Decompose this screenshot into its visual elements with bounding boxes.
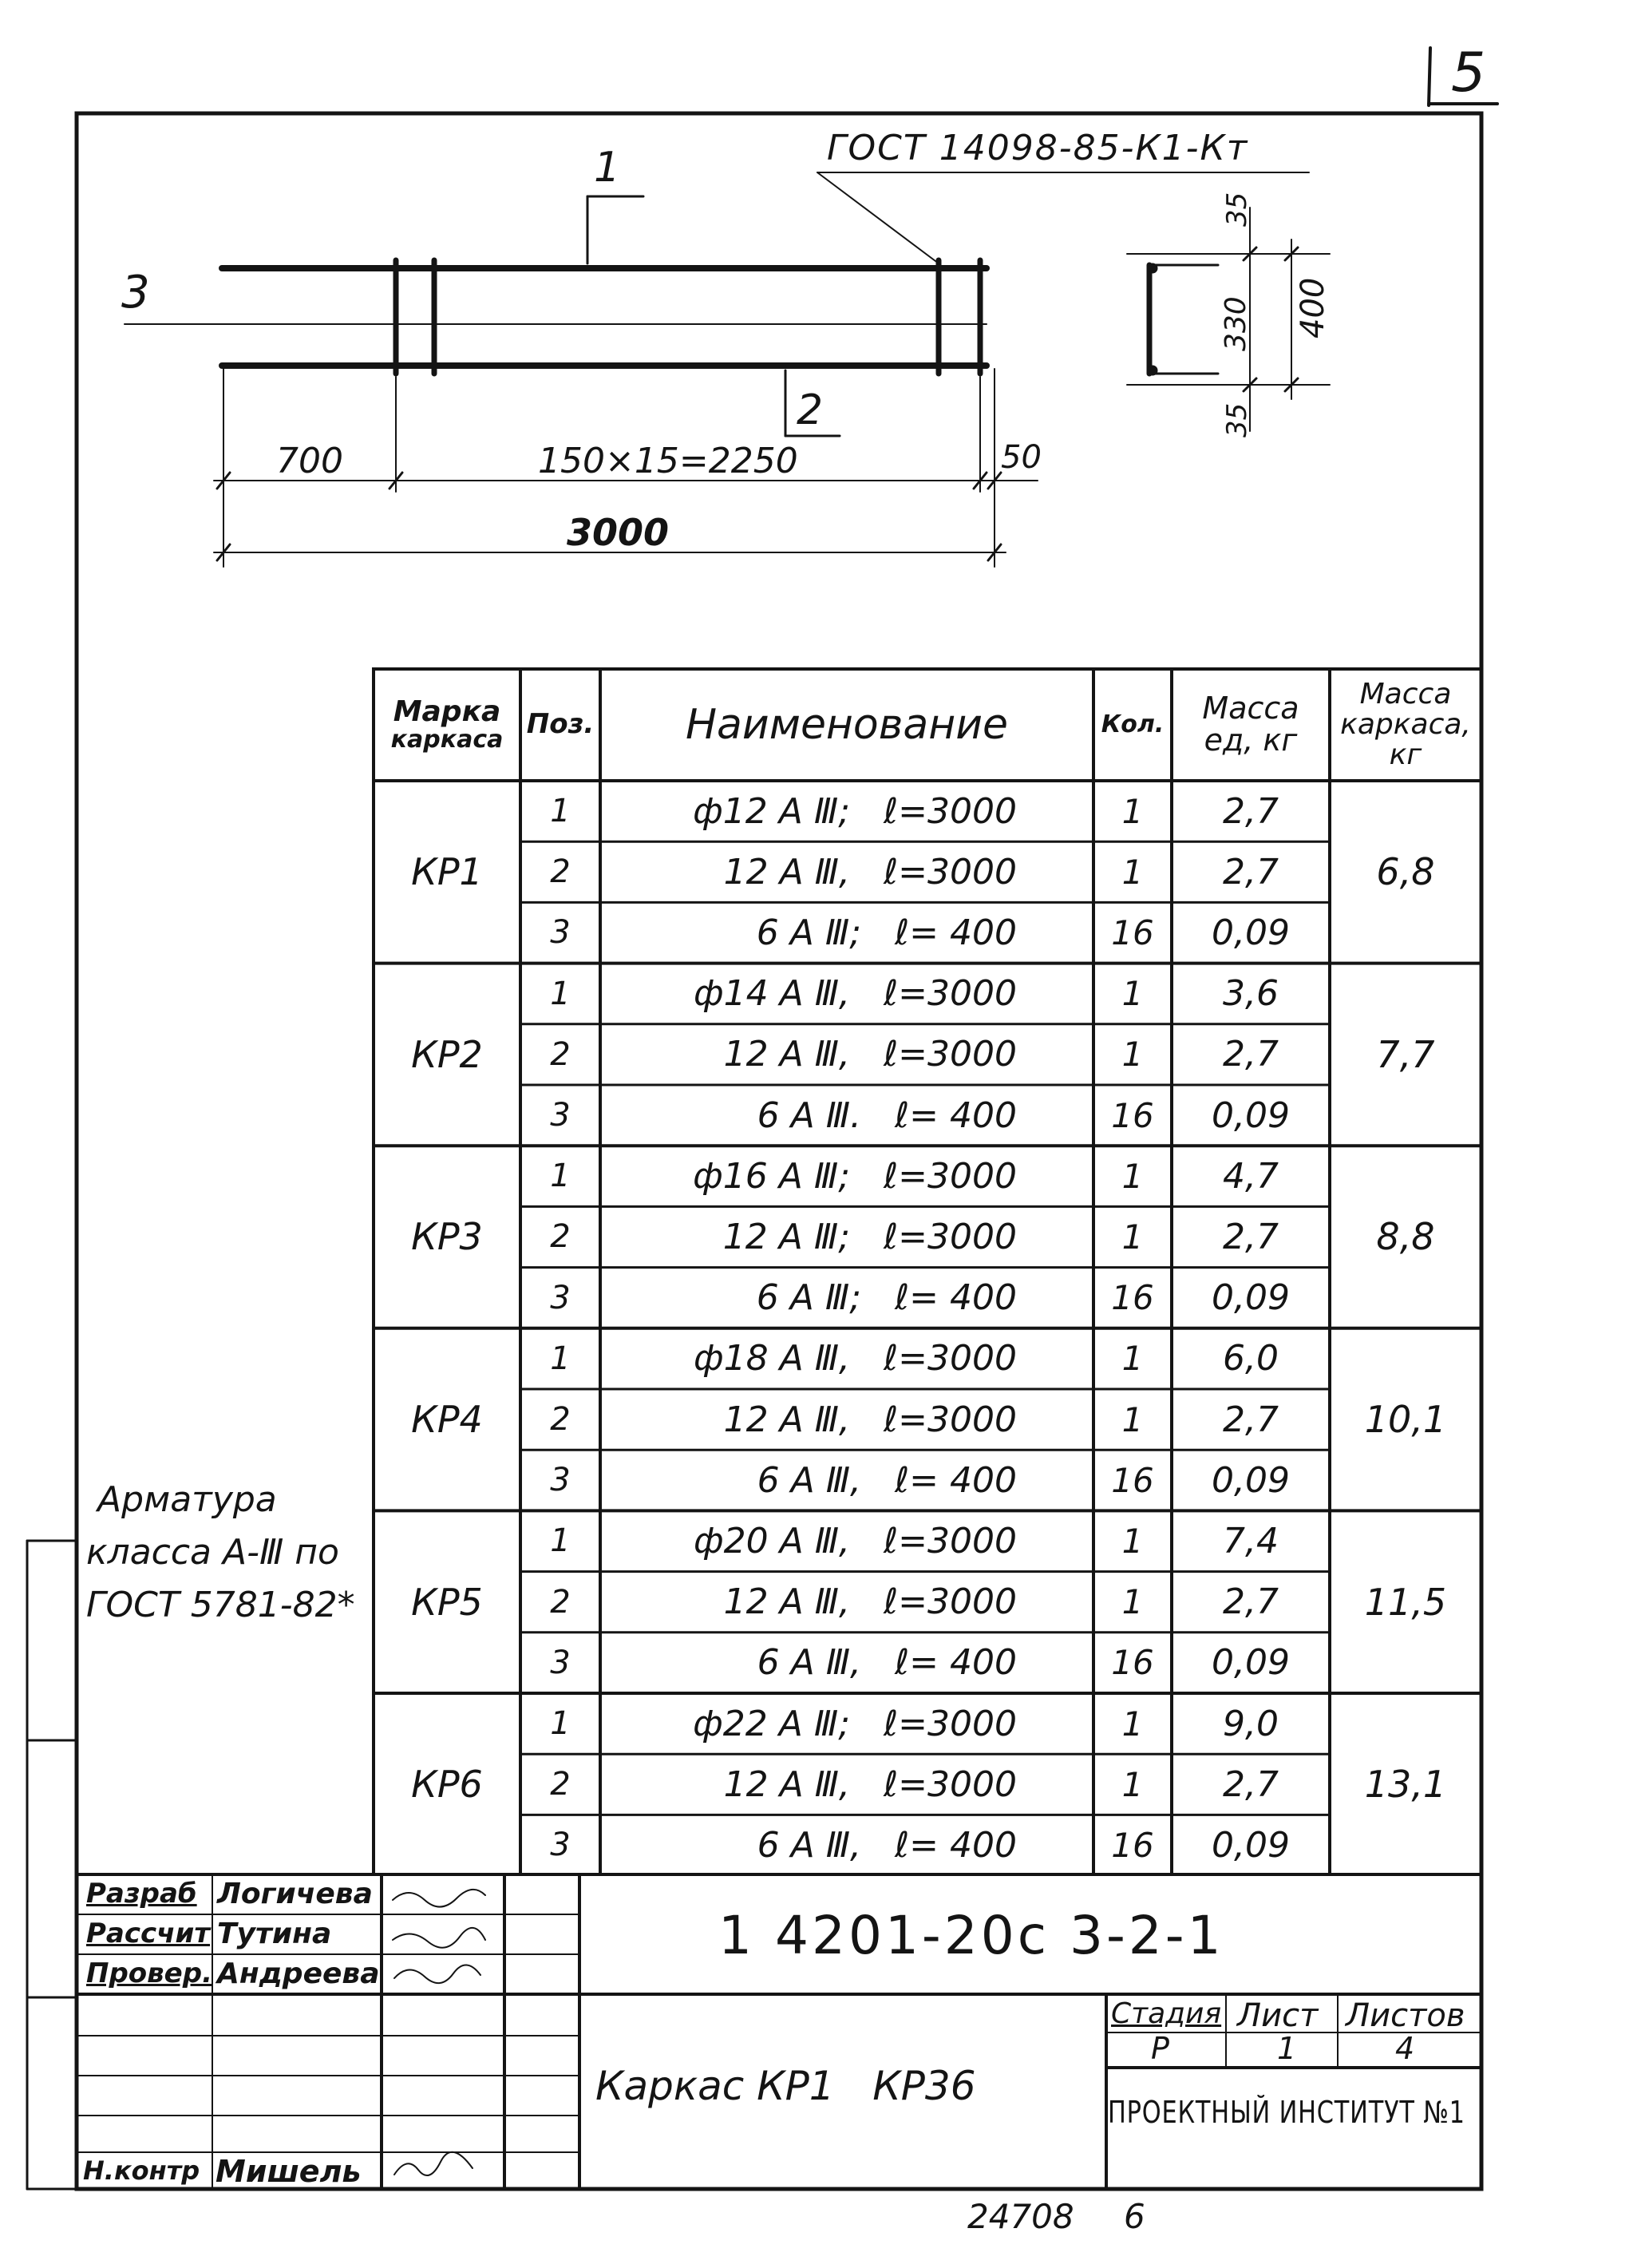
- pos-label-3: 3: [121, 267, 150, 319]
- row-quantity: 16: [1111, 1825, 1154, 1865]
- row-name: ф20 А Ⅲ, ℓ=3000: [694, 1520, 1017, 1561]
- frame-mass-total: 13,1: [1364, 1763, 1447, 1807]
- header-frame-mass-line-2: каркаса,: [1340, 708, 1471, 742]
- frame-mass-total: 6,8: [1376, 850, 1435, 894]
- row-position: 3: [550, 1097, 571, 1134]
- row-name: 12 А Ⅲ, ℓ=3000: [723, 1763, 1017, 1805]
- dim-sec-mid: 330: [1220, 296, 1252, 351]
- row-unit-mass: 2,7: [1223, 790, 1279, 832]
- row-name: 12 А Ⅲ; ℓ=3000: [722, 1216, 1017, 1257]
- organization: ПРОЕКТНЫЙ ИНСТИТУТ №1: [1108, 2095, 1465, 2130]
- role-prover: Провер.: [86, 1957, 212, 1989]
- header-name-label: Наименование: [685, 700, 1009, 749]
- row-unit-mass: 0,09: [1212, 912, 1290, 953]
- row-position: 3: [550, 1644, 571, 1681]
- row-unit-mass: 4,7: [1223, 1155, 1279, 1197]
- row-unit-mass: 0,09: [1212, 1642, 1290, 1684]
- row-name: 6 А Ⅲ; ℓ= 400: [756, 912, 1017, 953]
- row-name: 6 А Ⅲ, ℓ= 400: [757, 1642, 1017, 1684]
- row-name: ф18 А Ⅲ, ℓ=3000: [694, 1338, 1017, 1379]
- row-quantity: 16: [1111, 1643, 1154, 1683]
- row-name: 12 А Ⅲ, ℓ=3000: [723, 1399, 1017, 1440]
- row-name: 12 А Ⅲ, ℓ=3000: [723, 851, 1017, 893]
- row-name: ф22 А Ⅲ; ℓ=3000: [693, 1703, 1017, 1744]
- standard-note: ГОСТ 14098-85-К1-Кт: [827, 128, 1249, 168]
- row-name: ф12 А Ⅲ; ℓ=3000: [693, 790, 1017, 832]
- frame-mark: КР2: [411, 1032, 483, 1076]
- frame-mass-total: 7,7: [1376, 1032, 1435, 1076]
- row-unit-mass: 0,09: [1212, 1824, 1290, 1866]
- row-unit-mass: 3,6: [1223, 973, 1279, 1015]
- row-position: 1: [550, 975, 571, 1012]
- row-quantity: 1: [1121, 791, 1144, 831]
- name-prover: Андреева: [217, 1957, 380, 1990]
- row-position: 2: [550, 1766, 571, 1803]
- row-name: 6 А Ⅲ; ℓ= 400: [756, 1277, 1017, 1319]
- frame-mark: КР3: [411, 1215, 483, 1259]
- header-mark: [374, 669, 520, 781]
- row-unit-mass: 6,0: [1223, 1338, 1279, 1379]
- row-quantity: 16: [1111, 1278, 1154, 1318]
- row-unit-mass: 0,09: [1212, 1459, 1290, 1501]
- frame-mass-total: 8,8: [1376, 1215, 1435, 1259]
- sheets-value: 4: [1395, 2031, 1415, 2066]
- header-mark-line-1: Марка: [393, 695, 501, 729]
- header-frame-mass-line-1: Масса: [1359, 678, 1452, 711]
- pos-label-2: 2: [797, 386, 824, 434]
- row-position: 1: [550, 1522, 571, 1560]
- row-position: 3: [550, 1462, 571, 1499]
- dim-total: 3000: [567, 511, 670, 554]
- row-quantity: 16: [1111, 912, 1154, 952]
- side-note: [86, 1474, 355, 1632]
- row-unit-mass: 9,0: [1223, 1703, 1279, 1744]
- sheet-value: 1: [1277, 2031, 1297, 2066]
- row-position: 1: [550, 1158, 571, 1195]
- frame-mark: КР5: [411, 1580, 483, 1624]
- row-unit-mass: 0,09: [1212, 1094, 1290, 1136]
- sheets-label: Листов: [1346, 1997, 1465, 2034]
- row-position: 1: [550, 1705, 571, 1743]
- row-quantity: 1: [1121, 1764, 1144, 1804]
- name-razrab: Логичева: [217, 1878, 373, 1910]
- row-name: ф16 А Ⅲ; ℓ=3000: [693, 1155, 1017, 1197]
- row-name: 12 А Ⅲ, ℓ=3000: [723, 1034, 1017, 1075]
- header-qty: [1093, 669, 1172, 781]
- role-razrab: Разраб: [86, 1878, 197, 1910]
- header-unit-mass-line-1: Масса: [1202, 691, 1299, 726]
- header-unit-mass: [1172, 669, 1330, 781]
- frame-mark: КР1: [411, 850, 483, 894]
- row-quantity: 1: [1121, 1521, 1144, 1561]
- specification-table: [374, 669, 1481, 1874]
- row-position: 3: [550, 914, 571, 952]
- row-quantity: 16: [1111, 1460, 1154, 1500]
- pos-label-1: 1: [594, 144, 621, 192]
- row-position: 3: [550, 1827, 571, 1864]
- row-quantity: 1: [1121, 852, 1144, 892]
- row-unit-mass: 2,7: [1223, 851, 1279, 893]
- frame-mass-total: 10,1: [1364, 1398, 1447, 1442]
- dim-sec-top: 35: [1221, 192, 1253, 227]
- row-quantity: 1: [1121, 1035, 1144, 1075]
- row-unit-mass: 7,4: [1223, 1520, 1279, 1561]
- row-name: 12 А Ⅲ, ℓ=3000: [723, 1581, 1017, 1623]
- header-pos-label: Поз.: [526, 708, 595, 741]
- row-quantity: 1: [1121, 1339, 1144, 1379]
- row-position: 2: [550, 853, 571, 891]
- dim-sec-total: 400: [1295, 277, 1331, 338]
- row-quantity: 1: [1121, 974, 1144, 1014]
- frame-mark: КР4: [411, 1398, 483, 1442]
- stage-label: Стадия: [1111, 1997, 1222, 2030]
- drawing-title: Каркас КР1 КР36: [595, 2063, 976, 2109]
- sheet-label: Лист: [1237, 1997, 1319, 2034]
- side-note-line-2: класса А-Ⅲ по: [86, 1532, 339, 1573]
- row-unit-mass: 0,09: [1212, 1277, 1290, 1319]
- row-quantity: 1: [1121, 1399, 1144, 1439]
- header-name: [600, 669, 1093, 781]
- row-position: 2: [550, 1583, 571, 1621]
- dim-right: 50: [1001, 439, 1042, 476]
- signatures: [393, 1890, 485, 2175]
- row-position: 3: [550, 1279, 571, 1316]
- header-mark-line-2: каркаса: [390, 726, 504, 754]
- sheet-corner-number: 5: [1451, 42, 1486, 105]
- row-name: 6 А Ⅲ. ℓ= 400: [757, 1094, 1017, 1136]
- row-unit-mass: 2,7: [1223, 1216, 1279, 1257]
- row-unit-mass: 2,7: [1223, 1581, 1279, 1623]
- row-name: 6 А Ⅲ, ℓ= 400: [757, 1824, 1017, 1866]
- header-unit-mass-line-2: ед, кг: [1204, 722, 1298, 758]
- header-pos: [520, 669, 600, 781]
- row-quantity: 16: [1111, 1095, 1154, 1135]
- document-code: 1 4201-20с 3-2-1: [718, 1905, 1224, 1966]
- side-note-line-1: Арматура: [97, 1479, 277, 1520]
- row-position: 2: [550, 1401, 571, 1439]
- header-frame-mass-line-3: кг: [1389, 738, 1422, 771]
- row-position: 1: [550, 1340, 571, 1377]
- frame-mark: КР6: [411, 1763, 483, 1807]
- dim-left: 700: [276, 441, 343, 481]
- header-frame-mass: [1330, 669, 1481, 781]
- name-rasschit: Тутина: [217, 1918, 332, 1950]
- row-name: ф14 А Ⅲ, ℓ=3000: [694, 973, 1017, 1015]
- dim-sec-bot: 35: [1221, 402, 1253, 437]
- side-note-line-3: ГОСТ 5781-82*: [86, 1585, 355, 1625]
- bottom-stamp: 24708: [967, 2197, 1074, 2236]
- stage-value: Р: [1151, 2031, 1169, 2066]
- frame-mass-total: 11,5: [1364, 1580, 1447, 1624]
- row-quantity: 1: [1121, 1704, 1144, 1744]
- row-unit-mass: 2,7: [1223, 1763, 1279, 1805]
- role-nkontr: Н.контр: [83, 2155, 200, 2186]
- row-quantity: 1: [1121, 1582, 1144, 1622]
- role-rasschit: Рассчит: [86, 1918, 211, 1949]
- name-nkontr: Мишель: [216, 2154, 362, 2189]
- row-position: 1: [550, 793, 571, 830]
- dim-middle: 150×15=2250: [538, 441, 798, 481]
- header-qty-label: Кол.: [1101, 710, 1165, 739]
- row-name: 6 А Ⅲ, ℓ= 400: [757, 1459, 1017, 1501]
- row-quantity: 1: [1121, 1217, 1144, 1257]
- row-unit-mass: 2,7: [1223, 1034, 1279, 1075]
- row-unit-mass: 2,7: [1223, 1399, 1279, 1440]
- row-position: 2: [550, 1035, 571, 1073]
- row-position: 2: [550, 1218, 571, 1256]
- bottom-copy-number: 6: [1124, 2197, 1145, 2236]
- row-quantity: 1: [1121, 1156, 1144, 1196]
